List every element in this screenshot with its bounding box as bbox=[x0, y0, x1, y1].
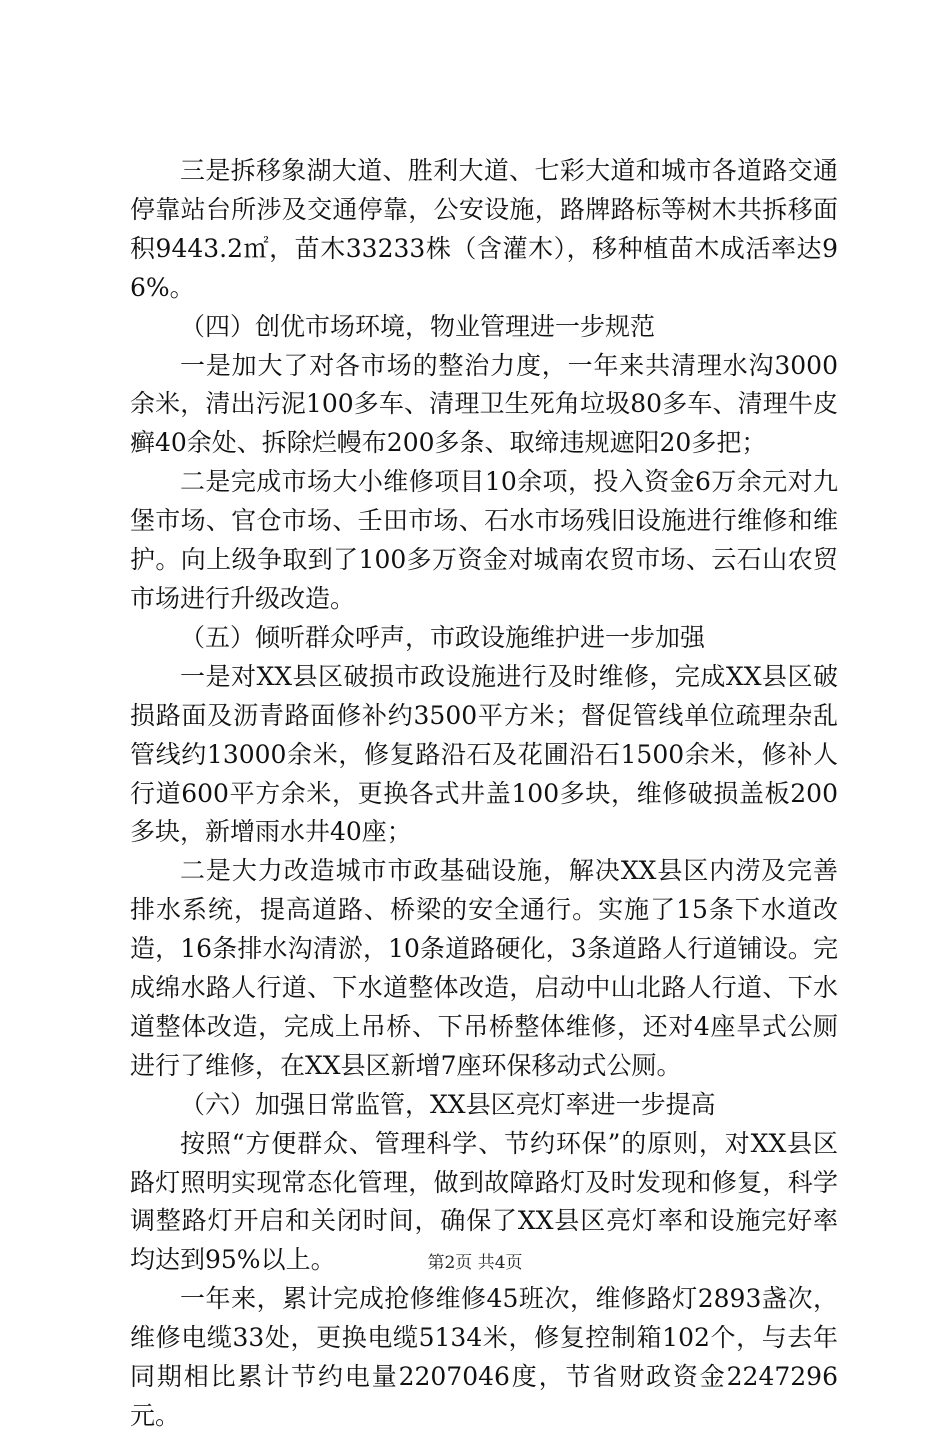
page-number: 第2页 共4页 bbox=[427, 1253, 523, 1273]
paragraph-infrastructure: 二是大力改造城市市政基础设施，解决XX县区内涝及完善排水系统，提高道路、桥梁的安全通行。实施了15条下水道改造，16条排水沟清淤，10条道路硬化，3条道路人行道铺设。完成绵水路人行道、下水道整体改造，启动中山北路人行道、下水道整体改造，完成上吊桥、下吊桥整体维修，还对4座旱式公厕进行了维修，在XX县区新增7座环保移动式公厕。 bbox=[130, 856, 838, 1080]
document-body bbox=[130, 152, 838, 1436]
paragraph-market-cleanup: 一是加大了对各市场的整治力度，一年来共清理水沟3000余米，清出污泥100多车、清理卫生死角垃圾80多车、清理牛皮癣40余处、拆除烂幔布200多条、取缔违规遮阳20多把； bbox=[130, 350, 838, 458]
paragraph-market-repair: 二是完成市场大小维修项目10余项，投入资金6万余元对九堡市场、官仓市场、壬田市场、石水市场残旧设施进行维修和维护。向上级争取到了100多万资金对城南农贸市场、云石山农贸市场进行升级改造。 bbox=[130, 467, 838, 613]
section-heading-6: （六）加强日常监管，XX县区亮灯率进一步提高 bbox=[180, 1089, 716, 1119]
paragraph-streetlight-stats: 一年来，累计完成抢修维修45班次，维修路灯2893盏次，维修电缆33处，更换电缆5134米，修复控制箱102个，与去年同期相比累计节约电量2207046度，节省财政资金2247296元。 bbox=[130, 1284, 838, 1430]
paragraph-streetlight-management: 按照“方便群众、管理科学、节约环保”的原则，对XX县区路灯照明实现常态化管理，做到故障路灯及时发现和修复，科学调整路灯开启和关闭时间，确保了XX县区亮灯率和设施完好率均达到95%以上。 bbox=[130, 1128, 838, 1275]
paragraph-municipal-repair: 一是对XX县区破损市政设施进行及时维修，完成XX县区破损路面及沥青路面修补约3500平方米；督促管线单位疏理杂乱管线约13000余米，修复路沿石及花圃沿石1500余米，修补人行道600平方余米，更换各式井盖100多块，维修破损盖板200多块，新增雨水井40座； bbox=[130, 661, 838, 847]
section-heading-5: （五）倾听群众呼声，市政设施维护进一步加强 bbox=[180, 622, 706, 652]
paragraph-relocation: 三是拆移象湖大道、胜利大道、七彩大道和城市各道路交通停靠站台所涉及交通停靠，公安设施，路牌路标等树木共拆移面积9443.2㎡，苗木33233株（含灌木），移种植苗木成活率达96%。 bbox=[130, 156, 838, 302]
section-heading-4: （四）创优市场环境，物业管理进一步规范 bbox=[180, 311, 656, 341]
